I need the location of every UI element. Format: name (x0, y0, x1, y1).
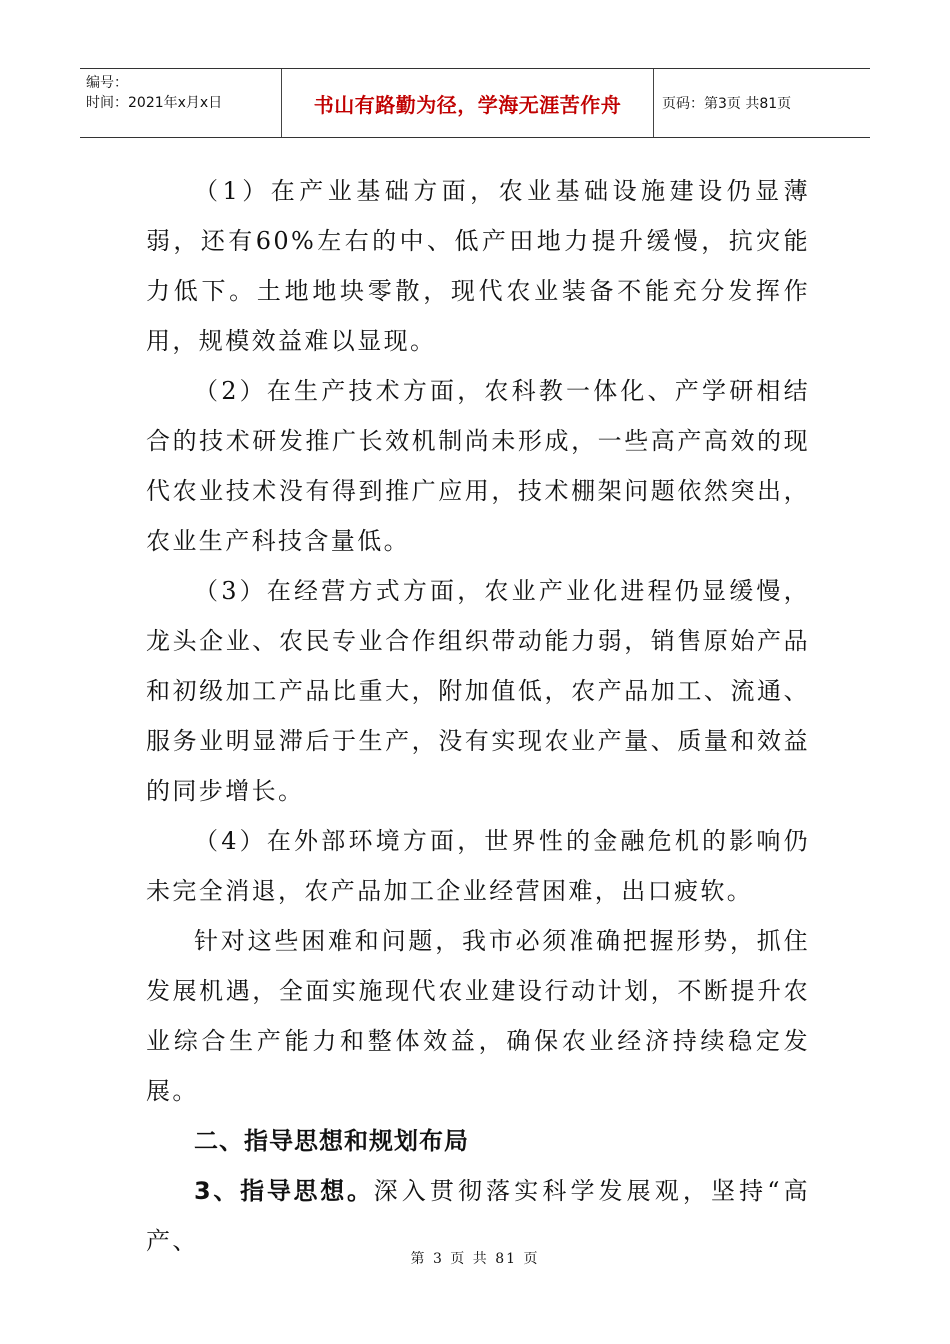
paragraph: （2）在生产技术方面，农科教一体化、产学研相结合的技术研发推广长效机制尚未形成，一些高产高效的现代农业技术没有得到推广应用，技术棚架问题依然突出，农业生产科技含量低。 (146, 377, 810, 555)
paragraph-lead: 3、指导思想。 (194, 1177, 374, 1205)
doc-number-label: 编号： (86, 75, 128, 91)
header-page-info: 页码：第3页 共81页 (662, 96, 792, 112)
page-footer: 第 3 页 共 81 页 (410, 1251, 540, 1267)
doc-date: 时间：2021年x月x日 (86, 95, 223, 111)
paragraph: （4）在外部环境方面，世界性的金融危机的影响仍未完全消退，农产品加工企业经营困难，出口疲软。 (146, 827, 810, 905)
paragraph-text: 深入贯彻落实科学发展观，坚持“高产、 (146, 1177, 810, 1255)
paragraph: 针对这些困难和问题，我市必须准确把握形势，抓住发展机遇，全面实施现代农业建设行动计划，不断提升农业综合生产能力和整体效益，确保农业经济持续稳定发展。 (146, 927, 810, 1105)
paragraph: （1）在产业基础方面，农业基础设施建设仍显薄弱，还有60%左右的中、低产田地力提升缓慢，抗灾能力低下。土地地块零散，现代农业装备不能充分发挥作用，规模效益难以显现。 (146, 177, 810, 355)
header-meta (80, 69, 282, 137)
document-body (146, 166, 810, 1266)
section-heading: 二、指导思想和规划布局 (194, 1127, 469, 1155)
document-header (80, 68, 870, 138)
paragraph: （3）在经营方式方面，农业产业化进程仍显缓慢，龙头企业、农民专业合作组织带动能力弱，销售原始产品和初级加工产品比重大，附加值低，农产品加工、流通、服务业明显滞后于生产，没有实现农业产量、质量和效益的同步增长。 (146, 577, 810, 805)
header-motto: 书山有路勤为径，学海无涯苦作舟 (282, 69, 654, 137)
